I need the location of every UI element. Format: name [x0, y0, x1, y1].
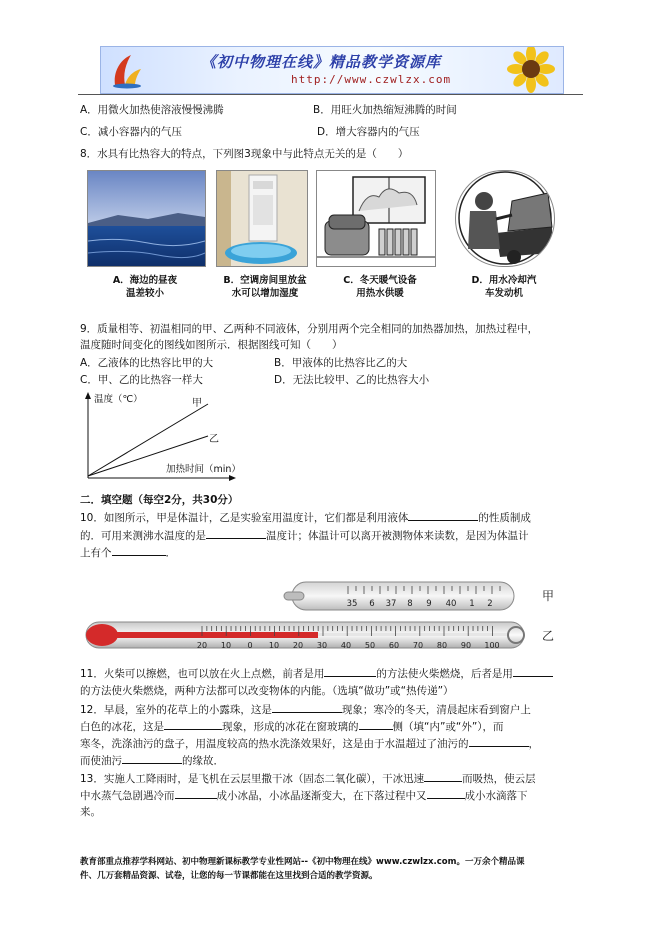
footer-line1: 教育部重点推荐学科网站、初中物理新课标教学专业性网站--《初中物理在线》www.czwlzx.com。一万余个精品课	[80, 857, 525, 867]
graph-x-label: 加热时间（min）	[166, 464, 240, 475]
lab-tick-label: 100	[484, 641, 500, 650]
lab-thermometer	[86, 622, 554, 650]
q10-blank-1	[408, 510, 478, 521]
header-banner	[100, 46, 564, 94]
radiator-image-icon	[317, 171, 435, 266]
q12-blank-1	[272, 702, 342, 713]
q12-line2: 白色的冰花，这是 现象，形成的冰花在窗玻璃的 侧（填“内”或“外”），而	[80, 721, 504, 733]
seaside-image-icon	[88, 171, 205, 266]
q11-line1: 11．火柴可以擦燃，也可以放在火上点燃，前者是用 的方法使火柴燃烧，后者是用	[80, 666, 553, 681]
header-divider	[78, 94, 583, 95]
q8-caption-c: C．冬天暖气设备 用热水供暖	[343, 275, 417, 299]
thermometers-drawing	[80, 578, 580, 654]
lab-tick-label: 60	[388, 641, 400, 650]
q12-blank-4	[469, 736, 529, 747]
air-conditioner-image-icon	[217, 171, 307, 266]
lab-tick-label: 20	[292, 641, 304, 650]
q9-option-a: A．乙液体的比热容比甲的大	[80, 357, 214, 369]
lab-tick-label: 50	[364, 641, 376, 650]
lab-tick-label: 10	[268, 641, 280, 650]
lab-tick-label: 70	[412, 641, 424, 650]
q7-option-a: A．用微火加热使溶液慢慢沸腾	[80, 104, 224, 116]
thermometers-figure	[80, 578, 580, 654]
q8-caption-b: B．空调房间里放盆 水可以增加湿度	[223, 275, 307, 299]
clinical-tick-label: 37	[385, 599, 397, 609]
clinical-thermometer-label: 甲	[542, 589, 555, 603]
clinical-tick-label: 9	[426, 599, 432, 609]
clinical-tick-label: 6	[369, 599, 375, 609]
q8-stem: 8．水具有比热容大的特点，下列图3现象中与此特点无关的是（ ）	[80, 148, 409, 160]
q8-photo-seaside	[87, 170, 206, 267]
q13-line1: 13．实施人工降雨时，是飞机在云层里撒干冰（固态二氧化碳），干冰迅速 而吸热，使云层	[80, 773, 536, 785]
q9-option-c: C．甲、乙的比热容一样大	[80, 374, 203, 386]
car-engine-image-icon	[456, 171, 554, 266]
lab-tick-label: 40	[340, 641, 352, 650]
q8-photo-air-conditioner	[216, 170, 308, 267]
clinical-tick-label: 2	[487, 599, 493, 609]
site-logo-icon	[109, 51, 145, 89]
lab-thermometer-label: 乙	[542, 629, 555, 643]
clinical-tick-label: 8	[407, 599, 413, 609]
q9-option-d: D．无法比较甲、乙的比热容大小	[274, 374, 430, 386]
q13-line2: 中水蒸气急剧遇冷而 成小冰晶，小冰晶逐渐变大，在下落过程中又 成小水滴落下	[80, 790, 528, 802]
graph-line-yi-label: 乙	[209, 434, 219, 445]
clinical-tick-label: 40	[445, 599, 457, 609]
q8-photo-radiator	[316, 170, 436, 267]
clinical-tick-label: 1	[469, 599, 475, 609]
graph-line-jia-label: 甲	[192, 398, 202, 409]
q9-option-b: B．甲液体的比热容比乙的大	[274, 357, 408, 369]
q12-line4: 而使油污 的缘故．	[80, 755, 224, 767]
banner-url[interactable]: http://www.czwlzx.com	[291, 73, 452, 86]
q12-blank-2	[164, 719, 222, 730]
q10-line3: 上有个 ．	[80, 547, 176, 559]
graph-y-label: 温度（℃）	[94, 394, 143, 405]
q13-blank-2	[175, 788, 217, 799]
clinical-thermometer	[284, 582, 554, 610]
lab-tick-label: 10	[220, 641, 232, 650]
q13-blank-3	[427, 788, 465, 799]
q8-caption-d: D．用水冷却汽 车发动机	[471, 275, 537, 299]
lab-tick-label: 30	[316, 641, 328, 650]
temperature-time-graph	[80, 390, 240, 486]
q9-temperature-graph	[80, 390, 240, 486]
clinical-tick-label: 35	[346, 599, 358, 609]
q10-line2: 的．可用来测沸水温度的是 温度计；体温计可以离开被测物体来读数，是因为体温计	[80, 530, 529, 542]
q12-line1: 12．早晨，室外的花草上的小露珠，这是 现象；寒冷的冬天，清晨起床看到窗户上	[80, 704, 531, 716]
q7-option-c: C．减小容器内的气压	[80, 126, 182, 138]
q9-stem-line2: 温度随时间变化的图线如图所示．根据图线可知（ ）	[80, 339, 343, 351]
q7-option-b: B．用旺火加热缩短沸腾的时间	[313, 104, 457, 116]
lab-tick-label: 0	[247, 641, 253, 650]
q11-blank-1	[324, 666, 376, 677]
q12-blank-5	[122, 753, 182, 764]
q13-blank-1	[424, 771, 462, 782]
footer-line2: 件、几万套精品资源、试卷，让您的每一节课都能在这里找到合适的教学资源。	[80, 871, 378, 881]
q11-line2: 的方法使火柴燃烧，两种方法都可以改变物体的内能。（选填“做功”或“热传递”）	[80, 685, 454, 697]
q12-blank-3	[359, 719, 393, 730]
banner-title: 《初中物理在线》精品教学资源库	[201, 53, 442, 71]
q11-blank-2	[513, 666, 553, 677]
lab-tick-label: 20	[196, 641, 208, 650]
q7-option-d: D．增大容器内的气压	[317, 126, 420, 138]
q13-line3: 来。	[80, 806, 101, 818]
section-fill-blank-title: 二．填空题（每空2分，共30分）	[80, 494, 239, 506]
q8-photo-car-engine	[455, 170, 555, 267]
q8-caption-a: A．海边的昼夜 温差较小	[112, 275, 178, 299]
sunflower-icon	[493, 47, 561, 93]
lab-tick-label: 90	[460, 641, 472, 650]
lab-tick-label: 80	[436, 641, 448, 650]
q10-blank-2	[206, 528, 266, 539]
q12-line3: 寒冬，洗涤油污的盘子，用温度较高的热水洗涤效果好，这是由于水温超过了油污的 ，	[80, 738, 539, 750]
q9-stem-line1: 9．质量相等、初温相同的甲、乙两种不同液体，分别用两个完全相同的加热器加热，加热过程中，	[80, 323, 539, 335]
q10-line1: 10．如图所示，甲是体温计，乙是实验室用温度计，它们都是利用液体 的性质制成	[80, 512, 531, 524]
q10-blank-3	[112, 545, 166, 556]
